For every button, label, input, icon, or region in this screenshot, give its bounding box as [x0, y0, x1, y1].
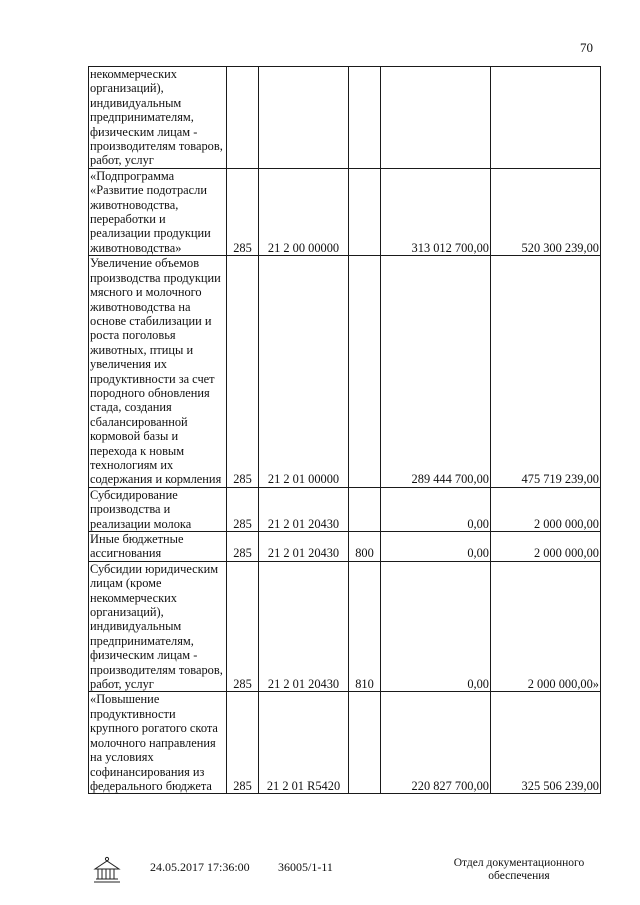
row-csr: 21 2 01 R5420 — [259, 692, 349, 794]
table-row — [89, 256, 601, 488]
row-amount-1: 0,00 — [381, 487, 491, 531]
row-vr: 800 — [349, 532, 381, 562]
row-ministry: 285 — [227, 561, 259, 692]
row-csr: 21 2 01 00000 — [259, 256, 349, 488]
row-ministry: 285 — [227, 692, 259, 794]
row-name: Субсидии юридическим лицам (кроме некоммерческих организаций), индивидуальным предпринимателям, физическим лицам - производителям товаров, работ, услуг — [89, 561, 227, 692]
row-ministry: 285 — [227, 256, 259, 488]
row-amount-1: 313 012 700,00 — [381, 168, 491, 255]
table-row — [89, 561, 601, 692]
row-name: Иные бюджетные ассигнования — [89, 532, 227, 562]
row-name: Увеличение объемов производства продукции мясного и молочного животноводства на основе стабилизации и роста поголовья животных, птицы и увеличения их продуктивности за счет породного обновления стада, создания сбалансированной кормовой базы и перехода к новым технологиям их содержания и кормления — [89, 256, 227, 488]
budget-table — [88, 66, 601, 794]
table-row — [89, 532, 601, 562]
page-number: 70 — [580, 40, 593, 55]
row-vr — [349, 256, 381, 488]
emblem-stamp-icon — [90, 855, 124, 885]
row-amount-2: 2 000 000,00 — [491, 487, 601, 531]
row-amount-2: 2 000 000,00» — [491, 561, 601, 692]
row-name: некоммерческих организаций), индивидуальным предпринимателям, физическим лицам - производителям товаров, работ, услуг — [89, 67, 227, 169]
row-ministry — [227, 67, 259, 169]
row-amount-1: 0,00 — [381, 561, 491, 692]
row-ministry: 285 — [227, 487, 259, 531]
row-amount-2: 2 000 000,00 — [491, 532, 601, 562]
row-name: «Повышение продуктивности крупного рогатого скота молочного направления на условиях софинансирования из федерального бюджета — [89, 692, 227, 794]
row-vr — [349, 168, 381, 255]
row-amount-2: 475 719 239,00 — [491, 256, 601, 488]
row-ministry: 285 — [227, 168, 259, 255]
row-amount-2: 520 300 239,00 — [491, 168, 601, 255]
footer-doc-number: 36005/1-11 — [278, 860, 333, 874]
row-csr: 21 2 01 20430 — [259, 487, 349, 531]
row-ministry: 285 — [227, 532, 259, 562]
row-name: «Подпрограмма «Развитие подотрасли животноводства, переработки и реализации продукции животноводства» — [89, 168, 227, 255]
footer-department: Отдел документационного обеспечения — [453, 857, 585, 882]
table-row — [89, 168, 601, 255]
footer-date: 24.05.2017 17:36:00 — [150, 860, 250, 874]
row-amount-1 — [381, 67, 491, 169]
row-csr — [259, 67, 349, 169]
table-row — [89, 67, 601, 169]
row-amount-1: 289 444 700,00 — [381, 256, 491, 488]
row-name: Субсидирование производства и реализации молока — [89, 487, 227, 531]
row-csr: 21 2 00 00000 — [259, 168, 349, 255]
row-vr — [349, 487, 381, 531]
row-amount-1: 220 827 700,00 — [381, 692, 491, 794]
row-vr: 810 — [349, 561, 381, 692]
row-amount-2: 325 506 239,00 — [491, 692, 601, 794]
table-row — [89, 487, 601, 531]
table-row — [89, 692, 601, 794]
row-csr: 21 2 01 20430 — [259, 532, 349, 562]
row-amount-1: 0,00 — [381, 532, 491, 562]
row-csr: 21 2 01 20430 — [259, 561, 349, 692]
row-amount-2 — [491, 67, 601, 169]
row-vr — [349, 692, 381, 794]
row-vr — [349, 67, 381, 169]
